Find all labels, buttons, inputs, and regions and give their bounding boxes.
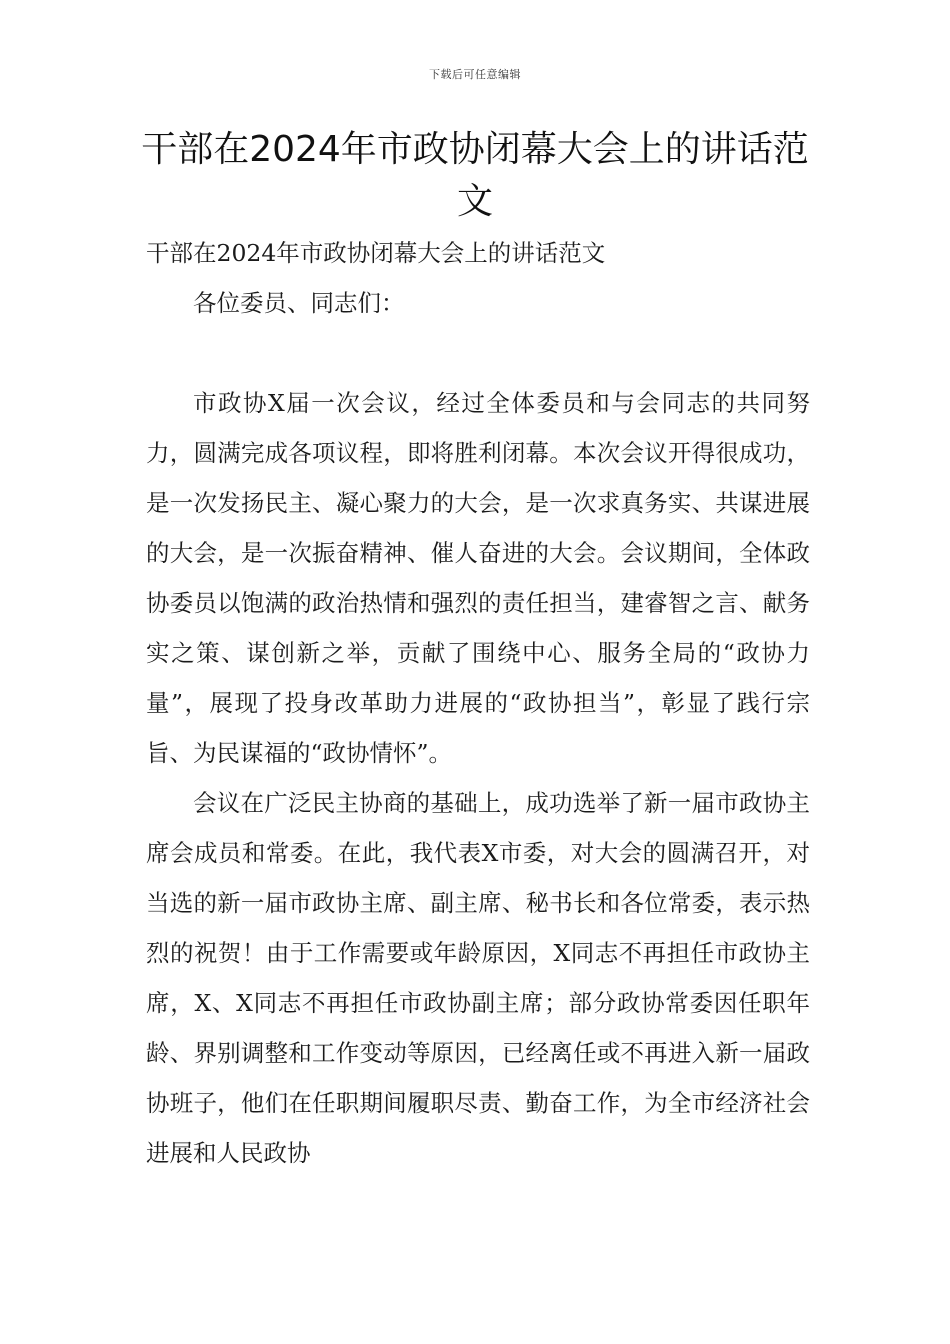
- header-note: 下载后可任意编辑: [429, 68, 521, 81]
- salutation: 各位委员、同志们：: [193, 289, 405, 317]
- subtitle-line: 干部在2024年市政协闭幕大会上的讲话范文: [146, 239, 606, 267]
- document-body: [146, 228, 810, 1178]
- document-title: 干部在2024年市政协闭幕大会上的讲话范文: [141, 129, 809, 222]
- paragraph-1: 市政协X届一次会议，经过全体委员和与会同志的共同努力，圆满完成各项议程，即将胜利闭幕。本次会议开得很成功，是一次发扬民主、凝心聚力的大会，是一次求真务实、共谋进展的大会，是一次振奋精神、催人奋进的大会。会议期间，全体政协委员以饱满的政治热情和强烈的责任担当，建睿智之言、献务实之策、谋创新之举，贡献了围绕中心、服务全局的“政协力量”，展现了投身改革助力进展的“政协担当”，彰显了践行宗旨、为民谋福的“政协情怀”。: [146, 389, 810, 767]
- paragraph-gap: [146, 328, 810, 378]
- paragraph-2: 会议在广泛民主协商的基础上，成功选举了新一届市政协主席会成员和常委。在此，我代表X市委，对大会的圆满召开，对当选的新一届市政协主席、副主席、秘书长和各位常委，表示热烈的祝贺！由于工作需要或年龄原因，X同志不再担任市政协主席，X、X同志不再担任市政协副主席；部分政协常委因任职年龄、界别调整和工作变动等原因，已经离任或不再进入新一届政协班子，他们在任职期间履职尽责、勤奋工作，为全市经济社会进展和人民政协: [146, 789, 810, 1167]
